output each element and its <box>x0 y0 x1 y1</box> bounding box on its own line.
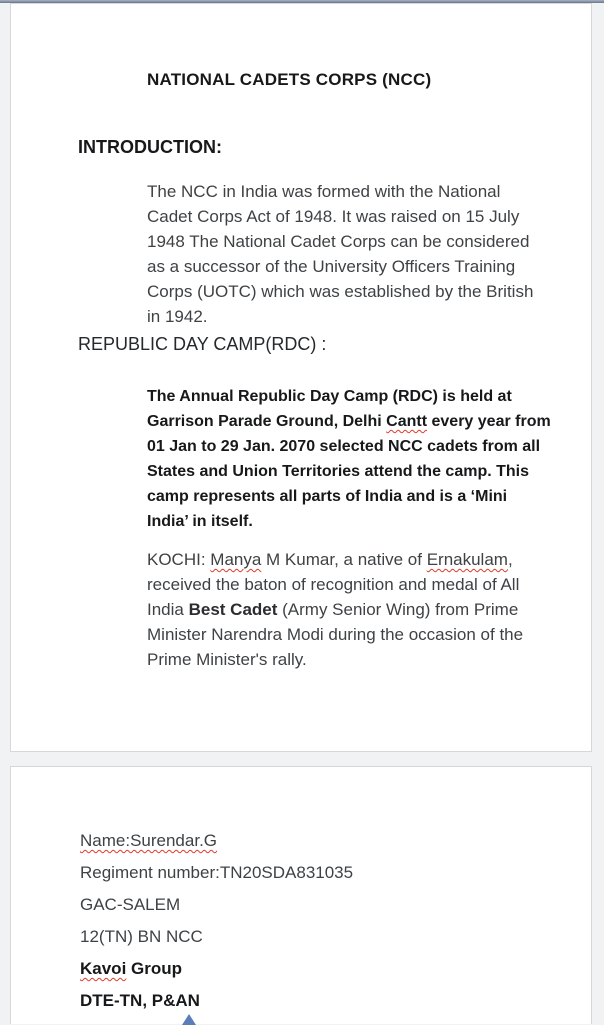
kochi-text-0: KOCHI: <box>147 550 211 569</box>
introduction-heading: INTRODUCTION: <box>78 137 222 157</box>
kochi-best-cadet-bold: Best Cadet <box>188 600 278 619</box>
cadet-college-line: GAC-SALEM <box>80 895 181 914</box>
kochi-text-4: , received the baton of recognition and medal of All India <box>147 550 520 619</box>
kochi-misspelled-word-2: Ernakulam <box>426 550 508 569</box>
republic-day-camp-heading: REPUBLIC DAY CAMP(RDC) : <box>78 334 327 354</box>
cadet-details-block <box>80 825 353 1017</box>
cadet-group-rest: Group <box>126 959 183 978</box>
cadet-directorate-line: DTE-TN, P&AN <box>80 991 200 1010</box>
cadet-battalion-line: 12(TN) BN NCC <box>80 927 203 946</box>
kochi-news-paragraph <box>147 547 541 672</box>
text-cursor-drag-handle-icon[interactable] <box>182 1014 196 1025</box>
document-page-2[interactable] <box>10 766 592 1024</box>
cadet-name-line <box>80 825 353 857</box>
kochi-misspelled-word-1: Manya <box>210 550 262 569</box>
republic-day-camp-paragraph <box>147 384 551 534</box>
kochi-text-6: (Army Senior Wing) from Prime Minister Narendra Modi during the occasion of the Prime Minister's rally. <box>147 600 524 669</box>
rdc-misspelled-word: Cantt <box>386 413 428 430</box>
rdc-text-before: The Annual Republic Day Camp (RDC) is held at Garrison Parade Ground, Delhi <box>147 388 512 430</box>
document-page-1[interactable] <box>10 3 592 752</box>
kochi-text-2: M Kumar, a native of <box>261 550 427 569</box>
cadet-group-line <box>80 953 353 985</box>
cadet-name-text: Name:Surendar.G <box>80 831 218 850</box>
cadet-regiment-line: Regiment number:TN20SDA831035 <box>80 863 354 882</box>
document-title: NATIONAL CADETS CORPS (NCC) <box>147 70 432 89</box>
introduction-paragraph: The NCC in India was formed with the National Cadet Corps Act of 1948. It was raised on 15 July 1948 The National Cadet Corps can be considered as a successor of the University Officers Training Corps (UOTC) which was established by the British in 1942. <box>147 182 534 326</box>
rdc-text-after: every year from 01 Jan to 29 Jan. 2070 selected NCC cadets from all States and Union Territories attend the camp. This camp represents all parts of India and is a ‘Mini India’ in itself. <box>147 413 551 530</box>
cadet-group-misspelled-word: Kavoi <box>80 959 127 978</box>
